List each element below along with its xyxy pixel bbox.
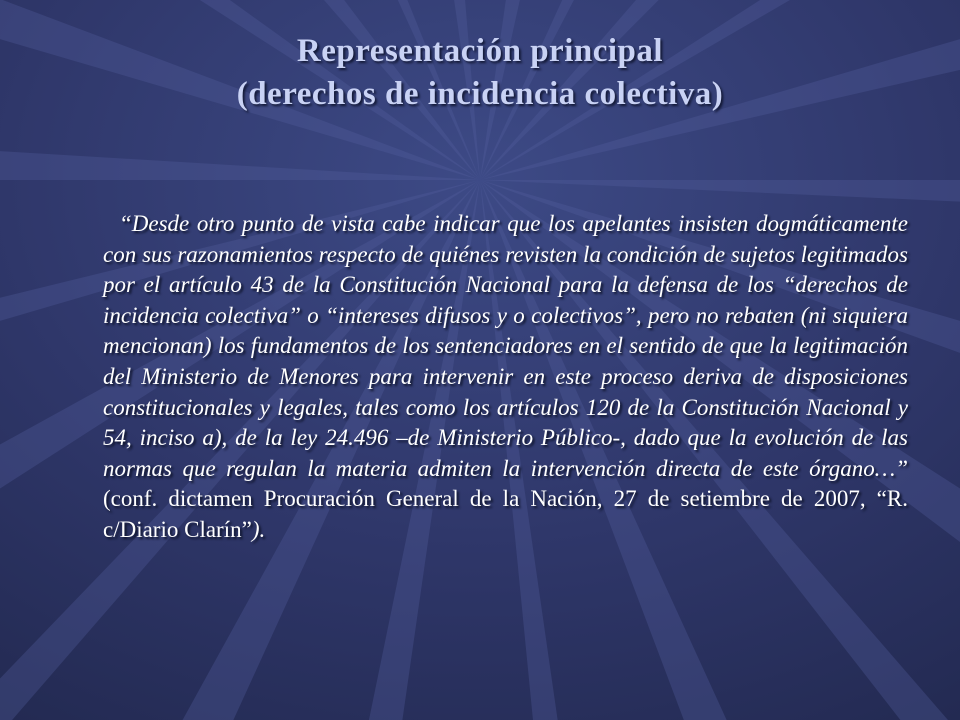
quote-text: “Desde otro punto de vista cabe indicar que los apelantes insisten dogmáticamente con sus razonamientos respecto de quiénes revisten la condición de sujetos legitimados por el artículo 43 de la Constitución Nacional para la defensa de los “derechos de incidencia colectiva” o “intereses difusos y o colectivos”, pero no rebaten (ni siquiera mencionan) los fundamentos de los sentenciadores en el sentido de que la legitimación del Ministerio de Menores para intervenir en este proceso deriva de disposiciones constitucionales y legales, tales como los artículos 120 de la Constitución Nacional y 54, inciso a), de la ley 24.496 –de Ministerio Público-, dado que la evolución de las normas que regulan la materia admiten la intervención directa de este órgano…” bbox=[103, 211, 908, 481]
slide-title bbox=[0, 30, 960, 116]
title-line-1: Representación principal bbox=[296, 33, 664, 69]
citation-end: ). bbox=[251, 516, 266, 542]
title-line-2: (derechos de incidencia colectiva) bbox=[236, 76, 724, 112]
citation-text: (conf. dictamen Procuración General de la Nación, 27 de setiembre de 2007, “R. c/Diario Clarín” bbox=[103, 486, 908, 542]
quote-paragraph bbox=[103, 209, 908, 546]
